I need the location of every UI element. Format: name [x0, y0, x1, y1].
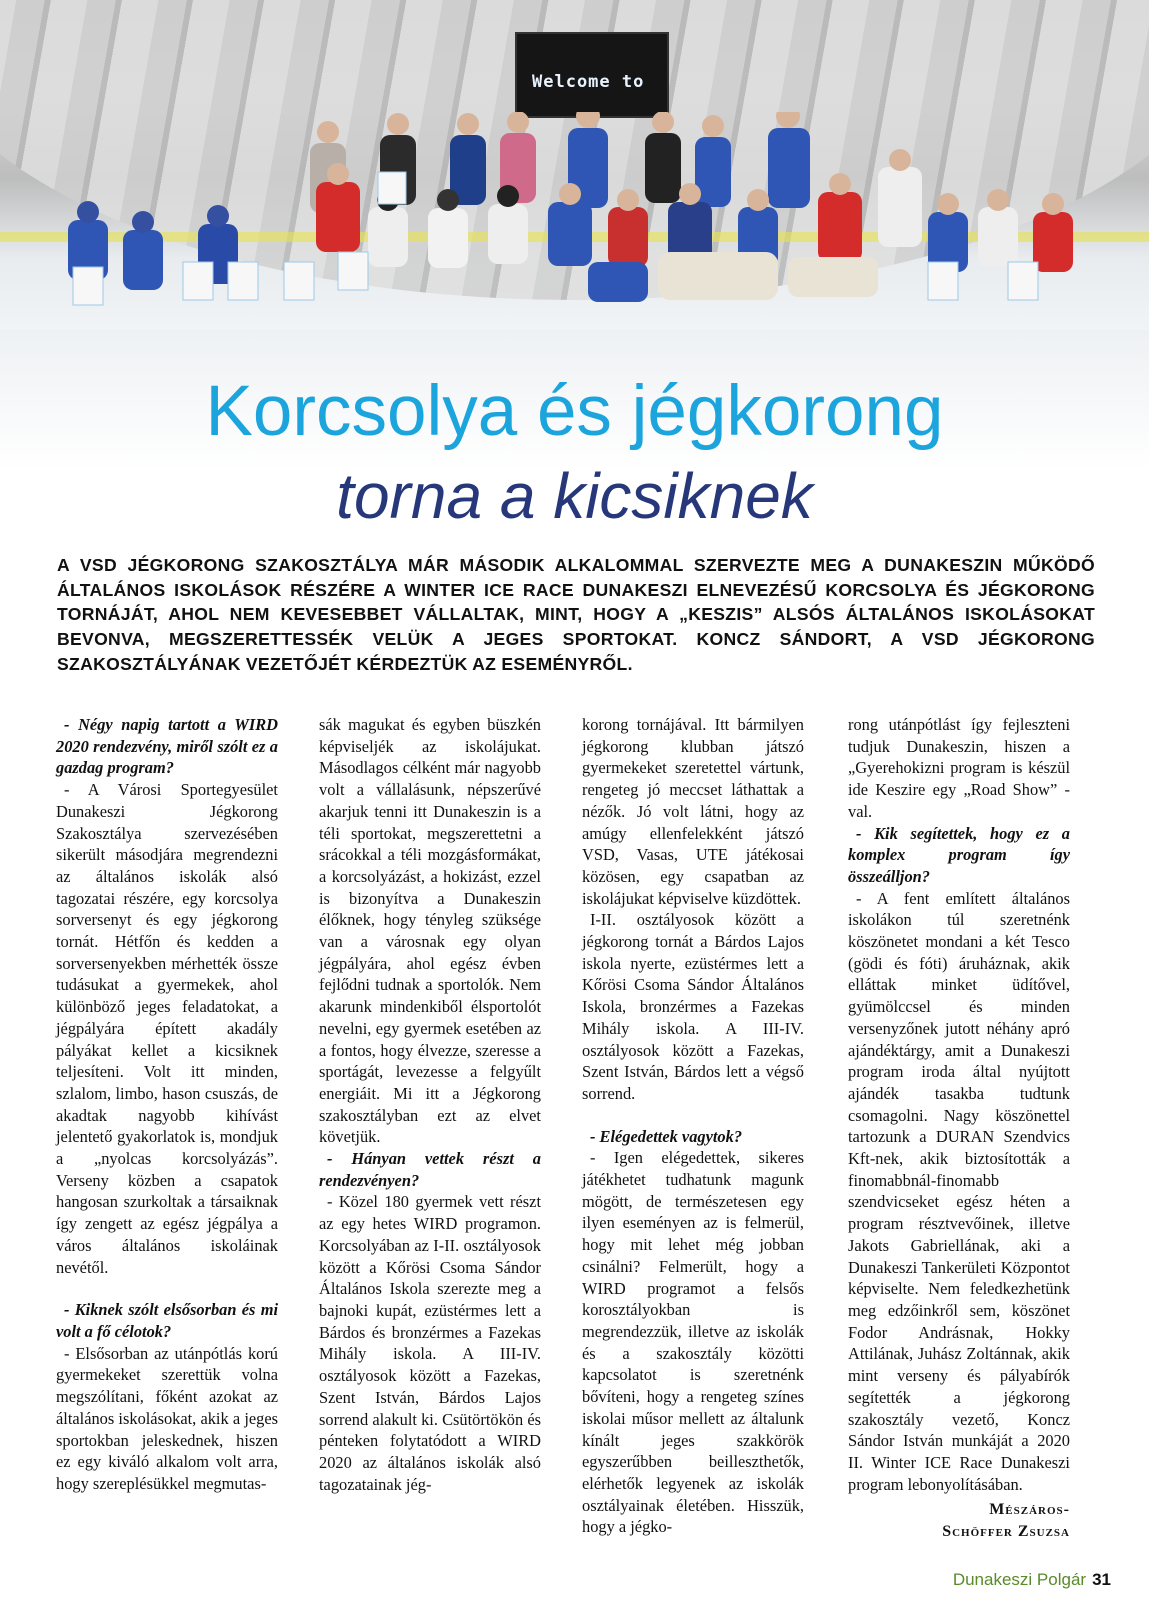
- author-name-line-1: Mészáros-: [989, 1501, 1070, 1519]
- author-name-line-2: Schöffer Zsuzsa: [942, 1523, 1070, 1541]
- article-column-1: [56, 714, 278, 1495]
- article-column-4: [848, 714, 1070, 1543]
- article-lead: A VSD JÉGKORONG SZAKOSZTÁLYA MÁR MÁSODIK ALKALOMMAL SZERVEZTE MEG A DUNAKESZIN MŰKÖDŐ ÁLTALÁNOS ISKOLÁSOK RÉSZÉRE A WINTER ICE RACE DUNAKESZI ELNEVEZÉSŰ KORCSOLYA ÉS JÉGKORONG TORNÁJÁT, AHOL NEM KEVESEBBET VÁLLALTAK, MINT, HOGY A „KESZIS” ALSÓS ÁLTALÁNOS ISKOLÁSOKAT BEVONVA, MEGSZERETTESSÉK VELÜK A JEGES SPORTOKAT. KONCZ SÁNDORT, A VSD JÉGKORONG SZAKOSZTÁLYÁNAK VEZETŐJÉT KÉRDEZTÜK AZ ESEMÉNYRŐL.: [57, 555, 1095, 674]
- interview-question-3: - Hányan vettek részt a rendezvényen?: [319, 1149, 541, 1190]
- interview-answer-3-part-1: - Közel 180 gyermek vett részt az egy hetes WIRD programon. Korcsolyában az I-II. osztályosok között a Kőrösi Csoma Sándor Általános Iskola szerezte meg a bajnoki kupát, ezüstérmes lett a Bárdos és bronzérmes a Fazekas Mihály iskola. A III-IV. osztályosok között a Fazekas, Szent István, Bárdos Lajos sorrend alakult ki. Csütörtökön és pénteken folytatódott a WIRD 2020 az általános iskolák alsó tagozatainak jég-: [319, 1192, 541, 1494]
- group-of-children-illustration: [48, 112, 1078, 327]
- interview-answer-5: - A fent említett általános iskolákon túl szeretnénk köszönetet mondani a két Tesco (gödi és fóti) áruháznak, akik elláttak minket üdítővel, gyümölccsel és minden versenyzőnek jutott néhány apró ajándéktárgy, amit a Dunakeszi program iroda által nyújtott ajándék tasakba tudtunk csomagolni. Nagy köszönettel tartozunk a DURAN Szendvics Kft-nek, akik biztosították a finomabbnál-finomabb szendvicseket egész héten a program résztvevőinek, illetve Jakots Gabriellának, aki a Dunakeszi Tankerületi Központot képviselte. Nem feledkezhetünk meg edzőinkről sem, köszönet Fodor Andrásnak, Hokky Attilának, Juhász Zoltánnak, akik mint verseny és pályabírók segítették a jégkorong szakosztály vezető, Koncz Sándor István munkáját a 2020 II. Winter ICE Race Dunakeszi program lebonyolításában.: [848, 888, 1070, 1494]
- interview-answer-3-part-2: korong tornájával. Itt bármilyen jégkorong klubban játszó gyermekeket szeretettel vártunk, rengeteg jó meccset láthattak a nézők. Jó volt látni, hogy az amúgy ellenfelekként játszó VSD, Vasas, UTE játékosai közösen, egy csapatban az iskolájukat képviselve küzdöttek.: [582, 715, 804, 908]
- welcome-screen-text: Welcome to: [532, 72, 645, 92]
- interview-answer-4-part-2: rong utánpótlást így fejleszteni tudjuk Dunakeszin, hiszen a „Gyerehokizni program is készül ide Keszire egy „Road Show” -val.: [848, 715, 1070, 821]
- interview-question-2: - Kiknek szólt elsősorban és mi volt a fő célotok?: [56, 1300, 278, 1341]
- author-byline: [848, 1499, 1070, 1543]
- interview-question-5: - Kik segítettek, hogy ez a komplex program így összeálljon?: [848, 823, 1070, 886]
- paragraph-gap: [582, 1105, 804, 1126]
- interview-answer-4-part-1: - Igen elégedettek, sikeres játékhetet tudhatunk magunk mögött, de természetesen egy ilyen eseményen az is felmerül, hogy mit lehet még jobban csinálni? Felmerült, hogy a WIRD programot a felsős korosztályokban is megrendezzük, illetve az iskolák és a szakosztály közötti kapcsolatot is szeretnénk bővíteni, hogy a rengeteg színes iskolai műsor mellett az általunk kínált jeges szakkörök egyszerűbben beilleszthetők, elérhetők legyenek az iskolák osztályainak életében. Hisszük, hogy a jégko-: [582, 1148, 804, 1537]
- paragraph-gap: [56, 1278, 278, 1299]
- article-column-2: [319, 714, 541, 1495]
- interview-question-1: - Négy napig tartott a WIRD 2020 rendezvény, miről szólt ez a gazdag program?: [56, 715, 278, 778]
- article-title-line-2: torna a kicsiknek: [336, 460, 813, 532]
- page-number: 31: [1092, 1570, 1111, 1589]
- interview-answer-3-part-3: I-II. osztályosok között a jégkorong tornát a Bárdos Lajos iskola nyerte, ezüstérmes lett a Kőrösi Csoma Sándor Általános Iskola, bronzérmes a Fazekas Mihály iskola. A III-IV. osztályosok között a Fazekas, Szent István, Bárdos lett a végső sorrend.: [582, 910, 804, 1103]
- magazine-name: Dunakeszi Polgár: [952, 1570, 1087, 1589]
- interview-answer-2-part-1: - Elsősorban az utánpótlás korú gyermekeket szerettük volna megszólítani, főként azokat az általános iskolásokat, akik a jeges sportokban jeleskednek, hiszen ez egy kiváló alkalom volt arra, hogy szereplésükkel megmutas-: [56, 1343, 278, 1493]
- page-footer: [953, 1570, 1111, 1590]
- interview-question-4: - Elégedettek vagytok?: [590, 1126, 743, 1146]
- article-title-line-1: Korcsolya és jégkorong: [205, 372, 944, 451]
- article-column-3: [582, 714, 804, 1538]
- interview-answer-1: - A Városi Sportegyesület Dunakeszi Jégkorong Szakosztálya szervezésében sikerült másodjára megrendezni az általános iskolák alsó tagozatai részére, egy korcsolya sorversenyt és egy jégkorong tornát. Hétfőn és kedden a sorversenyekben mérhették össze tudásukat a gyermekek, ahol különböző jeges feladatokat, a jégpályára épített akadály pályákat kellet a kicsiknek teljesíteni. Volt itt minden, szlalom, limbo, hason csuszás, de akadtak nagyobb kihívást jelentető gyakorlatok is, mondjuk a „nyolcas korcsolyázás”. Verseny közben a csapatok hangosan szurkoltak a társaiknak így zengett az egész jégpálya a város általános iskoláinak nevétől.: [56, 780, 278, 1277]
- interview-answer-2-part-2: sák magukat és egyben büszkén képviseljék az iskolájukat. Másodlagos célként már nagyobb volt a vállalásunk, népszerűvé akarjuk tenni itt Dunakeszin is a téli sportokat, megszerettetni a srácokkal a téli mozgásformákat, a korcsolyázást, a hokizást, ezzel is bizonyítva a Dunakeszin élőknek, hogy tényleg szüksége van a városnak egy olyan jégpályára, ahol egész évben fejlődni tudnak a sportolók. Nem akarunk mindenkiből élsportolót nevelni, egy gyermek esetében az a fontos, hogy élvezze, szeresse a sportágát, levezesse a felgyűlt energiáit. Mi itt a Jégkorong szakosztályban ezt az elvet követjük.: [319, 715, 541, 1147]
